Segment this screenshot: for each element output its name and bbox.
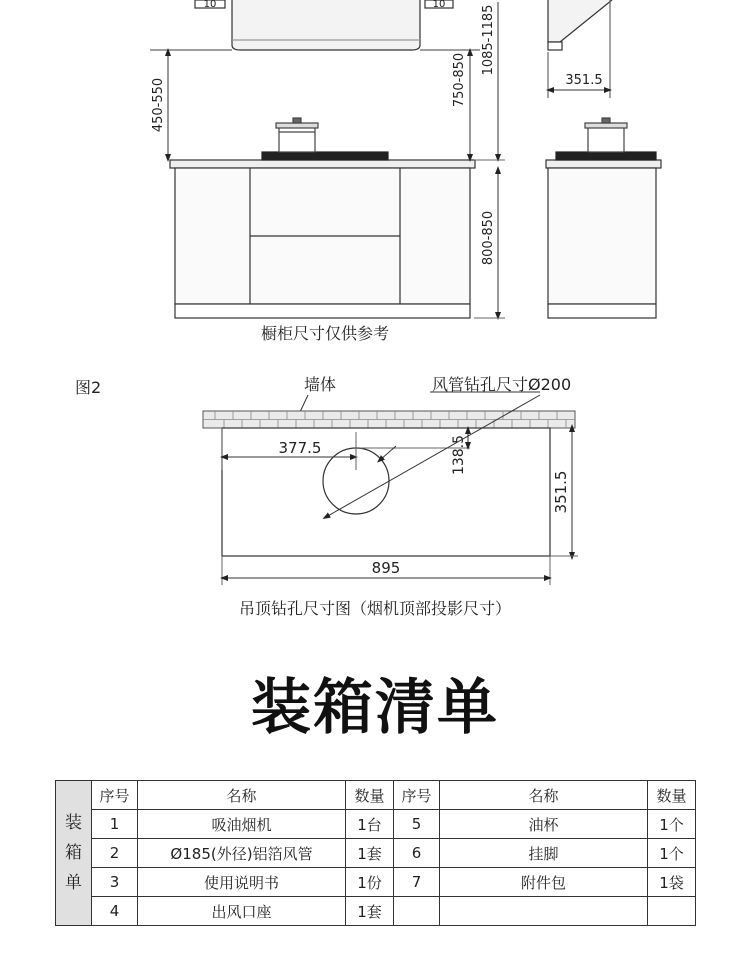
dim-front-mid: 750-850	[452, 52, 467, 108]
cabinet-caption: 橱柜尺寸仅供参考	[260, 324, 390, 343]
cell-name: 附件包	[440, 868, 648, 897]
cell-no: 6	[394, 839, 440, 868]
side-label-char: 装	[65, 813, 82, 833]
cell-name: 吸油烟机	[138, 810, 346, 839]
cell-name: 使用说明书	[138, 868, 346, 897]
dim-cabinet-height: 800-850	[481, 210, 496, 266]
side-elevation	[546, 0, 661, 318]
dim-895: 895	[371, 559, 401, 577]
cell-qty: 1台	[346, 810, 394, 839]
table-row	[56, 897, 696, 926]
header-qty-left: 数量	[346, 781, 394, 810]
dim-front-left: 450-550	[151, 77, 166, 133]
wall-strip	[203, 411, 575, 428]
duct-hole-label: 风管钻孔尺寸Ø200	[432, 375, 572, 394]
cell-qty: 1个	[648, 810, 696, 839]
dim-side-depth: 351.5	[565, 73, 603, 88]
packing-list-table	[55, 780, 696, 926]
cell-no: 3	[92, 868, 138, 897]
cell-no: 7	[394, 868, 440, 897]
cell-no: 5	[394, 810, 440, 839]
dim-351: 351.5	[552, 470, 570, 514]
table-row	[56, 868, 696, 897]
packing-list-title: 装箱清单	[251, 673, 499, 743]
cell-qty	[648, 897, 696, 926]
table-header-row	[56, 781, 696, 810]
table-row	[56, 839, 696, 868]
header-name-right: 名称	[440, 781, 648, 810]
cell-qty: 1袋	[648, 868, 696, 897]
hood-projection	[222, 428, 550, 556]
packing-side-label	[56, 781, 92, 926]
cell-name: 出风口座	[138, 897, 346, 926]
cell-no: 4	[92, 897, 138, 926]
side-label-char: 单	[65, 873, 82, 893]
wall-label: 墙体	[303, 375, 337, 394]
cell-name	[440, 897, 648, 926]
cell-no: 2	[92, 839, 138, 868]
cell-qty: 1套	[346, 839, 394, 868]
dim-front-far: 1085-1185	[481, 4, 496, 76]
dim-tick-right: 10	[432, 0, 446, 10]
cell-no: 1	[92, 810, 138, 839]
dim-tick-left: 10	[203, 0, 217, 10]
cell-name: 油杯	[440, 810, 648, 839]
header-no-right: 序号	[394, 781, 440, 810]
cell-qty: 1份	[346, 868, 394, 897]
side-label-char: 箱	[65, 843, 82, 863]
cell-qty: 1个	[648, 839, 696, 868]
cell-name: 挂脚	[440, 839, 648, 868]
cell-name: Ø185(外径)铝箔风管	[138, 839, 346, 868]
dim-377: 377.5	[278, 439, 322, 457]
cell-no	[394, 897, 440, 926]
header-no-left: 序号	[92, 781, 138, 810]
header-name-left: 名称	[138, 781, 346, 810]
front-elevation	[150, 0, 480, 318]
header-qty-right: 数量	[648, 781, 696, 810]
cell-qty: 1套	[346, 897, 394, 926]
ceiling-caption: 吊顶钻孔尺寸图（烟机顶部投影尺寸）	[238, 599, 512, 618]
figure2-label: 图2	[75, 378, 102, 397]
table-row	[56, 810, 696, 839]
dim-138: 138.5	[451, 434, 467, 476]
